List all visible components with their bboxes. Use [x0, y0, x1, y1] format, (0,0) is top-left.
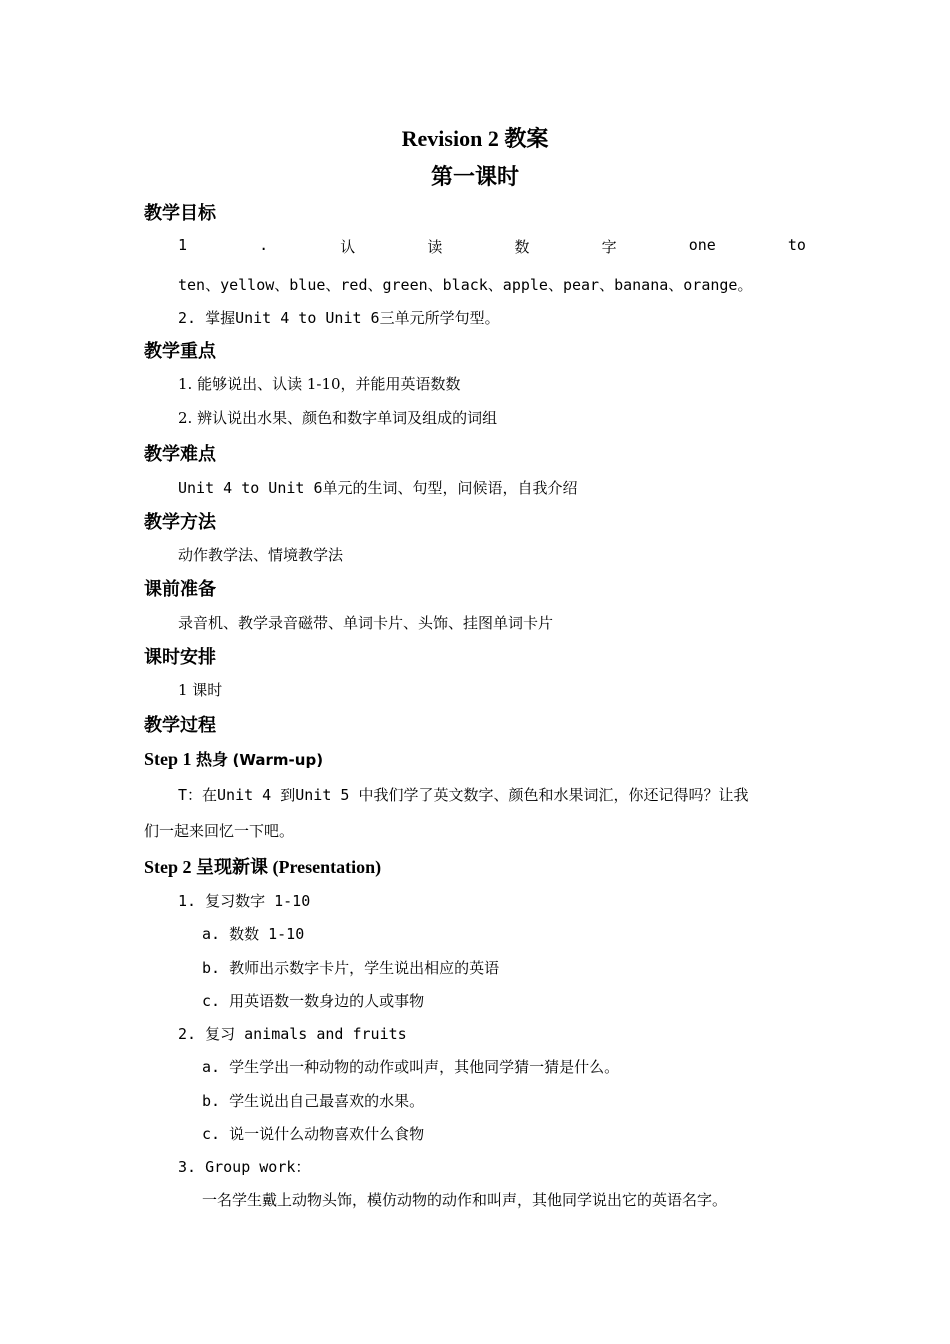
goals-token: .	[259, 236, 269, 254]
step2-label: Step 2	[144, 857, 192, 877]
step2-item1-b: b. 教师出示数字卡片，学生说出相应的英语	[202, 959, 500, 977]
step2-item3: 3. Group work：	[178, 1158, 311, 1176]
heading-difficulties: 教学难点	[144, 444, 216, 465]
goals-token: one	[688, 236, 716, 254]
preparation-text: 录音机、教学录音磁带、单词卡片、头饰、挂图单词卡片	[178, 614, 554, 632]
goals-token: 1	[178, 236, 188, 254]
step2-item2-c: c. 说一说什么动物喜欢什么食物	[202, 1125, 425, 1143]
step2-item3-text: 一名学生戴上动物头饰，模仿动物的动作和叫声，其他同学说出它的英语名字。	[202, 1191, 728, 1209]
document-subtitle: 第一课时	[430, 164, 519, 189]
difficulties-text: Unit 4 to Unit 6单元的生词、句型，问候语，自我介绍	[178, 479, 578, 497]
schedule-text: 1 课时	[178, 681, 223, 699]
key-point-1: 1. 能够说出、认读 1-10，并能用英语数数	[178, 375, 461, 393]
goals-line2: 2. 掌握Unit 4 to Unit 6三单元所学句型。	[178, 309, 500, 327]
step2-item1: 1. 复习数字 1-10	[178, 892, 311, 910]
goals-token: 数	[514, 238, 530, 256]
heading-schedule: 课时安排	[144, 647, 216, 668]
step2-cn: 呈现新课	[196, 857, 269, 877]
goals-token: 读	[427, 238, 443, 256]
goals-line1-cont: ten、yellow、blue、red、green、black、apple、pear、banana、orange。	[178, 276, 753, 294]
step2-item2: 2. 复习 animals and fruits	[178, 1025, 407, 1043]
goals-line1	[178, 236, 806, 257]
heading-goals: 教学目标	[144, 203, 216, 224]
goals-token: to	[787, 236, 806, 254]
heading-methods: 教学方法	[144, 512, 216, 533]
step2-item1-c: c. 用英语数一数身边的人或事物	[202, 992, 425, 1010]
step1-line2: 们一起来回忆一下吧。	[144, 822, 295, 840]
step1-heading	[144, 747, 323, 770]
step1-label: Step 1	[144, 749, 192, 769]
heading-process: 教学过程	[144, 715, 216, 736]
heading-key-points: 教学重点	[144, 341, 216, 362]
step1-line1: T：在Unit 4 到Unit 5 中我们学了英文数字、颜色和水果词汇，你还记得吗？让我	[178, 786, 749, 804]
step1-cn: 热身	[196, 750, 229, 769]
document-title: Revision 2 教案	[401, 126, 549, 151]
heading-preparation: 课前准备	[144, 579, 216, 600]
step2-item2-b: b. 学生说出自己最喜欢的水果。	[202, 1092, 425, 1110]
step2-heading	[144, 853, 381, 879]
step1-en: (Warm-up)	[232, 751, 324, 769]
goals-token: 字	[601, 238, 617, 256]
methods-text: 动作教学法、情境教学法	[178, 546, 344, 564]
step2-item1-a: a. 数数 1-10	[202, 925, 305, 943]
step2-item2-a: a. 学生学出一种动物的动作或叫声，其他同学猜一猜是什么。	[202, 1058, 620, 1076]
key-point-2: 2. 辨认说出水果、颜色和数字单词及组成的词组	[178, 409, 498, 427]
step2-en: (Presentation)	[272, 857, 382, 877]
goals-token: 认	[340, 238, 356, 256]
